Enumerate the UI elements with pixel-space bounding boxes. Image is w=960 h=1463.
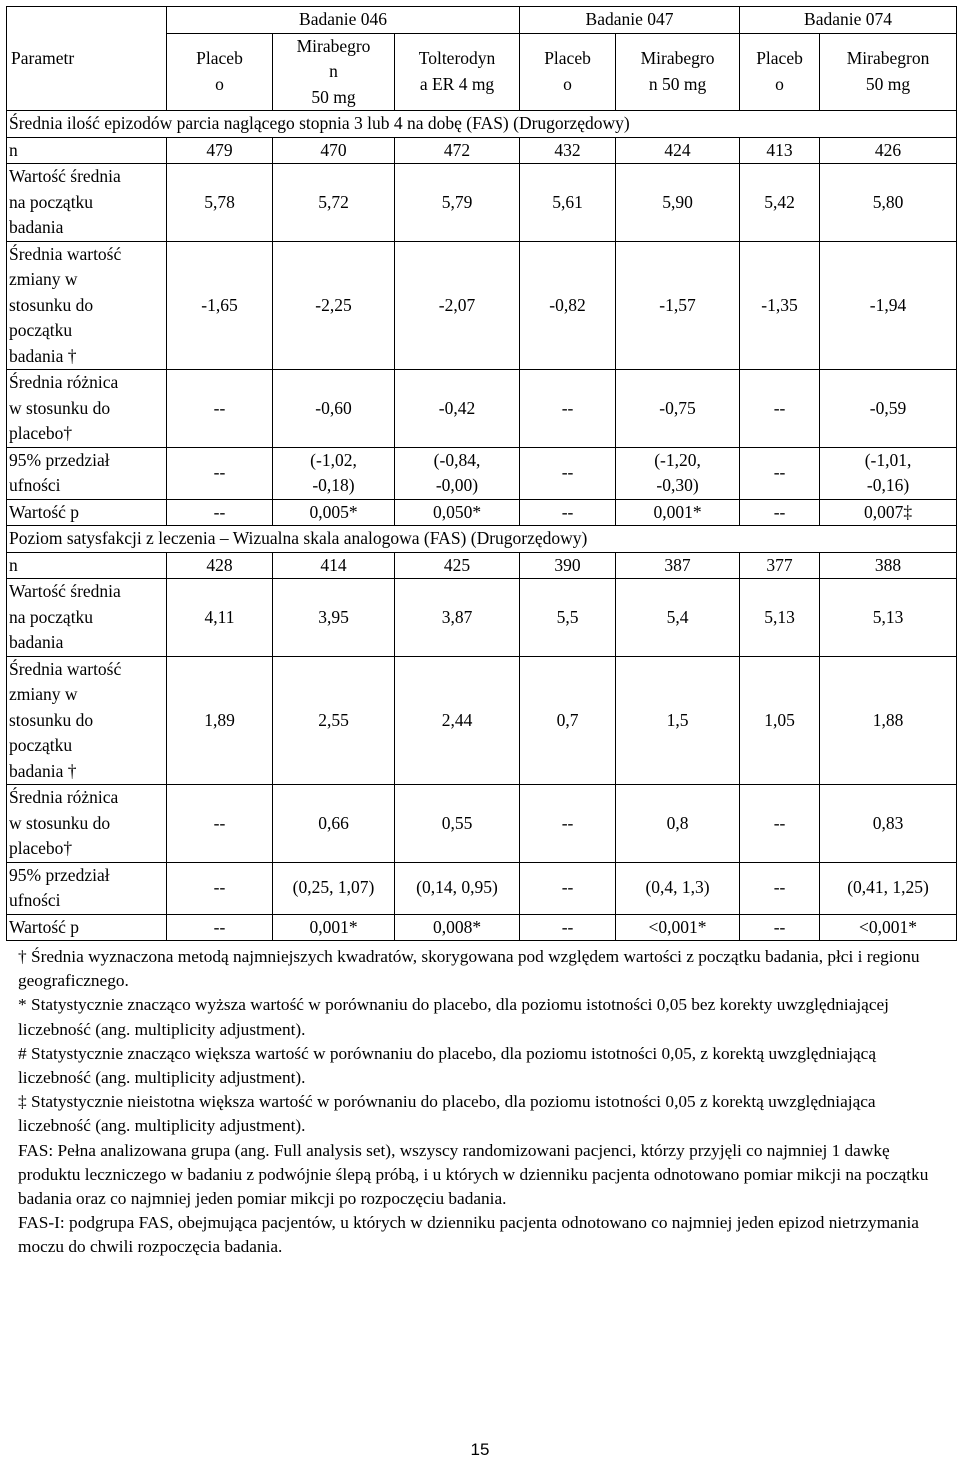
- table-cell: 425: [395, 552, 520, 579]
- row-label: Wartość średnia na początku badania: [7, 579, 167, 657]
- table-cell: 0,008*: [395, 914, 520, 941]
- table-cell: (-1,20, -0,30): [616, 447, 740, 499]
- table-cell: 1,88: [820, 656, 957, 785]
- table-cell: 5,5: [520, 579, 616, 657]
- table-cell: 4,11: [167, 579, 273, 657]
- table-cell: 413: [740, 137, 820, 164]
- table-cell: 390: [520, 552, 616, 579]
- table-row: [7, 785, 957, 863]
- table-cell: 0,050*: [395, 499, 520, 526]
- footnote: * Statystycznie znacząco wyższa wartość w porównaniu do placebo, dla poziomu istotności 0,05 bez korekty uwzględniającej liczebność (ang. multiplicity adjustment).: [18, 995, 889, 1039]
- results-table: [6, 6, 957, 941]
- row-label: 95% przedział ufności: [7, 862, 167, 914]
- table-cell: 2,44: [395, 656, 520, 785]
- section-row: [7, 526, 957, 553]
- table-cell: 1,89: [167, 656, 273, 785]
- study-header-074: Badanie 074: [740, 7, 957, 34]
- page-number: 15: [470, 1440, 490, 1459]
- table-cell: 1,5: [616, 656, 740, 785]
- table-cell: 5,78: [167, 164, 273, 242]
- table-row: [7, 370, 957, 448]
- table-cell: 5,90: [616, 164, 740, 242]
- table-cell: 414: [273, 552, 395, 579]
- table-cell: (0,14, 0,95): [395, 862, 520, 914]
- table-cell: -1,65: [167, 241, 273, 370]
- row-label: n: [7, 552, 167, 579]
- table-cell: (0,25, 1,07): [273, 862, 395, 914]
- table-cell: 3,95: [273, 579, 395, 657]
- row-label: 95% przedział ufności: [7, 447, 167, 499]
- table-cell: 472: [395, 137, 520, 164]
- section-title: Średnia ilość epizodów parcia naglącego stopnia 3 lub 4 na dobę (FAS) (Drugorzędowy): [7, 111, 957, 138]
- table-row: [7, 241, 957, 370]
- table-cell: -0,42: [395, 370, 520, 448]
- table-cell: 424: [616, 137, 740, 164]
- row-label: n: [7, 137, 167, 164]
- section-title: Poziom satysfakcji z leczenia – Wizualna skala analogowa (FAS) (Drugorzędowy): [7, 526, 957, 553]
- table-cell: 5,13: [820, 579, 957, 657]
- table-row: [7, 656, 957, 785]
- table-cell: -2,07: [395, 241, 520, 370]
- table-cell: --: [167, 370, 273, 448]
- table-cell: 0,001*: [273, 914, 395, 941]
- table-cell: 2,55: [273, 656, 395, 785]
- table-cell: 479: [167, 137, 273, 164]
- row-label: Wartość p: [7, 914, 167, 941]
- table-cell: 0,8: [616, 785, 740, 863]
- arm-header: Placeb o: [520, 33, 616, 111]
- table-cell: 0,007‡: [820, 499, 957, 526]
- row-label: Średnia wartość zmiany w stosunku do początku badania †: [7, 656, 167, 785]
- table-row: [7, 579, 957, 657]
- table-cell: -0,82: [520, 241, 616, 370]
- table-cell: 5,80: [820, 164, 957, 242]
- table-row: [7, 914, 957, 941]
- table-row: [7, 137, 957, 164]
- table-cell: 1,05: [740, 656, 820, 785]
- table-cell: 5,13: [740, 579, 820, 657]
- table-cell: --: [167, 862, 273, 914]
- table-cell: 377: [740, 552, 820, 579]
- table-row: [7, 499, 957, 526]
- table-cell: --: [520, 499, 616, 526]
- table-cell: 0,55: [395, 785, 520, 863]
- table-cell: (-0,84, -0,00): [395, 447, 520, 499]
- table-cell: 5,61: [520, 164, 616, 242]
- table-cell: <0,001*: [820, 914, 957, 941]
- table-cell: 388: [820, 552, 957, 579]
- parametr-header: Parametr: [7, 7, 167, 111]
- table-cell: --: [520, 447, 616, 499]
- table-cell: (0,4, 1,3): [616, 862, 740, 914]
- table-cell: 5,79: [395, 164, 520, 242]
- footnote: ‡ Statystycznie nieistotna większa wartość w porównaniu do placebo, dla poziomu istotności 0,05 z korektą uwzględniająca liczebność (ang. multiplicity adjustment).: [18, 1092, 876, 1136]
- table-cell: 0,7: [520, 656, 616, 785]
- footnote: † Średnia wyznaczona metodą najmniejszych kwadratów, skorygowana pod względem wartości z początku badania, płci i regionu geograficznego.: [18, 947, 920, 991]
- study-header-046: Badanie 046: [167, 7, 520, 34]
- table-cell: (-1,02, -0,18): [273, 447, 395, 499]
- table-cell: 426: [820, 137, 957, 164]
- table-cell: -2,25: [273, 241, 395, 370]
- arm-header: Placeb o: [740, 33, 820, 111]
- table-cell: --: [520, 914, 616, 941]
- table-cell: 470: [273, 137, 395, 164]
- arm-header: Mirabegro n 50 mg: [616, 33, 740, 111]
- table-cell: --: [740, 447, 820, 499]
- table-cell: 387: [616, 552, 740, 579]
- table-cell: --: [740, 914, 820, 941]
- table-cell: -1,35: [740, 241, 820, 370]
- table-cell: 5,4: [616, 579, 740, 657]
- table-cell: -0,59: [820, 370, 957, 448]
- table-cell: 5,72: [273, 164, 395, 242]
- table-cell: <0,001*: [616, 914, 740, 941]
- table-cell: (-1,01, -0,16): [820, 447, 957, 499]
- table-cell: -1,57: [616, 241, 740, 370]
- table-cell: --: [740, 862, 820, 914]
- table-cell: --: [740, 499, 820, 526]
- table-cell: -0,75: [616, 370, 740, 448]
- section-row: [7, 111, 957, 138]
- study-header-047: Badanie 047: [520, 7, 740, 34]
- table-cell: --: [167, 914, 273, 941]
- table-row: [7, 164, 957, 242]
- table-cell: --: [520, 370, 616, 448]
- table-cell: 3,87: [395, 579, 520, 657]
- table-cell: --: [740, 370, 820, 448]
- arm-header: Mirabegron 50 mg: [820, 33, 957, 111]
- table-cell: -0,60: [273, 370, 395, 448]
- table-cell: 0,83: [820, 785, 957, 863]
- footnote: FAS-I: podgrupa FAS, obejmująca pacjentów, u których w dzienniku pacjenta odnotowano co najmniej jeden epizod nietrzymania moczu do chwili rozpoczęcia badania.: [18, 1213, 919, 1257]
- footnote: # Statystycznie znacząco większa wartość w porównaniu do placebo, dla poziomu istotności 0,05, z korektą uwzględniającą liczebność (ang. multiplicity adjustment).: [18, 1043, 877, 1088]
- table-cell: 5,42: [740, 164, 820, 242]
- table-cell: --: [520, 785, 616, 863]
- table-row: [7, 552, 957, 579]
- table-cell: -1,94: [820, 241, 957, 370]
- row-label: Średnia wartość zmiany w stosunku do początku badania †: [7, 241, 167, 370]
- table-cell: --: [167, 785, 273, 863]
- table-cell: 0,66: [273, 785, 395, 863]
- footnotes: [18, 945, 938, 1260]
- table-cell: (0,41, 1,25): [820, 862, 957, 914]
- arm-header: Tolterodyn a ER 4 mg: [395, 33, 520, 111]
- table-cell: 0,005*: [273, 499, 395, 526]
- arm-header: Mirabegro n 50 mg: [273, 33, 395, 111]
- row-label: Średnia różnica w stosunku do placebo†: [7, 370, 167, 448]
- row-label: Wartość p: [7, 499, 167, 526]
- row-label: Średnia różnica w stosunku do placebo†: [7, 785, 167, 863]
- arm-header: Placeb o: [167, 33, 273, 111]
- table-cell: --: [520, 862, 616, 914]
- row-label: Wartość średnia na początku badania: [7, 164, 167, 242]
- table-cell: --: [167, 499, 273, 526]
- table-cell: --: [167, 447, 273, 499]
- footnote: FAS: Pełna analizowana grupa (ang. Full analysis set), wszyscy randomizowani pacjenci, którzy przyjęli co najmniej 1 dawkę produktu leczniczego w badaniu z podwójnie ślepą próbą, i u których w dzienniku pacjenta odnotowano pomiar mikcji na początku badania oraz co najmniej jeden pomiar mikcji po rozpoczęciu badania.: [18, 1140, 929, 1209]
- table-cell: --: [740, 785, 820, 863]
- table-row: [7, 447, 957, 499]
- table-cell: 0,001*: [616, 499, 740, 526]
- table-cell: 428: [167, 552, 273, 579]
- table-row: [7, 862, 957, 914]
- table-cell: 432: [520, 137, 616, 164]
